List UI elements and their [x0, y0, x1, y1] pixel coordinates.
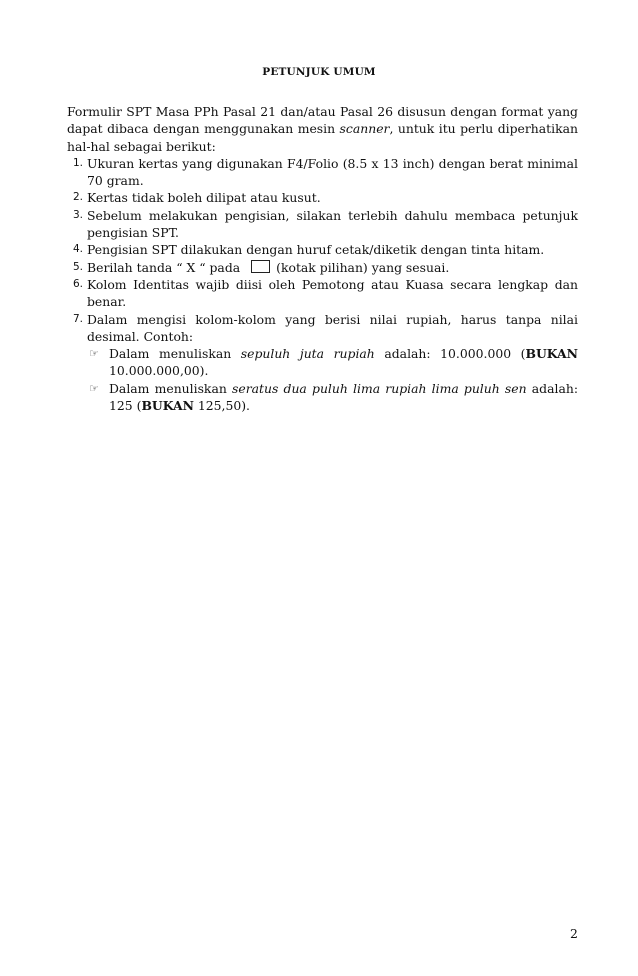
example-italic: seratus dua puluh lima rupiah lima puluh sen [232, 380, 527, 396]
item-number: 3. [73, 208, 84, 221]
page-number: 2 [570, 926, 578, 941]
list-item [67, 241, 578, 258]
example-text-mid: adalah: 125 ( [109, 380, 578, 414]
list-item [67, 259, 578, 276]
example-bold: BUKAN [141, 398, 194, 414]
list-item [67, 311, 578, 415]
list-item [67, 207, 578, 242]
item-text: Sebelum melakukan pengisian, silakan terlebih dahulu membaca petunjuk pengisian SPT. [87, 207, 578, 241]
example-list [87, 345, 578, 414]
document-body [67, 103, 578, 414]
intro-text: Formulir SPT Masa PPh Pasal 21 dan/atau Pasal 26 disusun dengan format yang dapat dibaca dengan menggunakan mesin [67, 104, 578, 137]
example-bold: BUKAN [525, 346, 578, 362]
example-italic: sepuluh juta rupiah [240, 346, 375, 362]
item-text: Ukuran kertas yang digunakan F4/Folio (8.5 x 13 inch) dengan berat minimal 70 gram. [87, 155, 578, 189]
example-item [87, 345, 578, 380]
item-text: Kolom Identitas wajib diisi oleh Pemotong atau Kuasa secara lengkap dan benar. [87, 276, 578, 310]
intro-paragraph [67, 103, 578, 155]
item-text: Pengisian SPT dilakukan dengan huruf cetak/diketik dengan tinta hitam. [87, 242, 545, 258]
example-item [87, 380, 578, 415]
item-text: Berilah tanda “ X “ pada [87, 259, 241, 275]
example-text: Dalam menuliskan [109, 346, 241, 362]
list-item [67, 276, 578, 311]
instruction-list [67, 155, 578, 414]
example-text-end: 10.000.000,00). [109, 363, 209, 379]
item-text: Dalam mengisi kolom-kolom yang berisi nilai rupiah, harus tanpa nilai desimal. Contoh: [87, 311, 578, 344]
intro-italic-term: scanner [339, 121, 390, 137]
pointing-hand-icon: ☞ [89, 381, 99, 395]
pointing-hand-icon: ☞ [89, 347, 99, 361]
item-number: 1. [73, 156, 84, 169]
example-text-mid: adalah: 10.000.000 ( [374, 346, 526, 362]
list-item [67, 155, 578, 190]
page-title: PETUNJUK UMUM [262, 66, 376, 78]
item-number: 7. [73, 312, 84, 325]
list-item [67, 189, 578, 206]
checkbox-sample-icon [251, 260, 270, 273]
item-number: 4. [73, 243, 84, 256]
item-text-after: (kotak pilihan) yang sesuai. [276, 259, 450, 275]
item-number: 2. [73, 191, 84, 204]
item-number: 6. [73, 277, 84, 290]
example-text-end: 125,50). [193, 398, 250, 414]
intro-text-end: , untuk itu perlu diperhatikan hal-hal sebagai berikut: [67, 121, 578, 154]
item-text: Kertas tidak boleh dilipat atau kusut. [87, 190, 321, 206]
example-text: Dalam menuliskan [109, 380, 233, 396]
item-number: 5. [73, 260, 84, 273]
